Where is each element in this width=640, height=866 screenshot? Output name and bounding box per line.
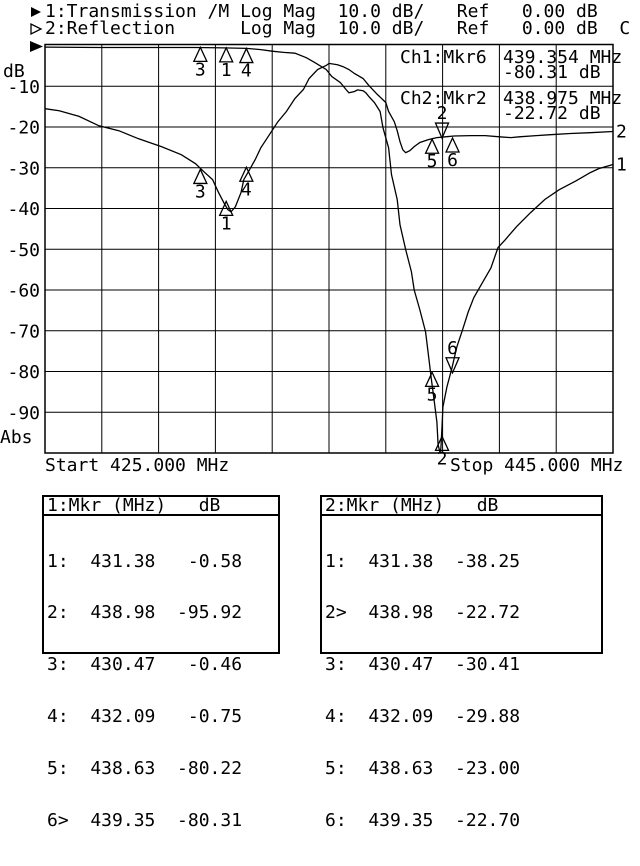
ch1-marker-2-label: 2 (436, 448, 448, 470)
marker-table-ch1 (42, 495, 280, 832)
y-tick-label: -60 (7, 280, 40, 302)
ch1-marker-readout-label: Ch1:Mkr6 (400, 47, 487, 68)
ch1-marker-6-label: 6 (447, 337, 458, 359)
y-tick-label: -10 (7, 76, 40, 98)
ch2-marker-4-label: 4 (240, 179, 252, 201)
ch2-marker-6-label: 6 (447, 150, 458, 172)
y-axis-abs-label: Abs (0, 427, 33, 448)
ch2-marker-1-label: 1 (220, 213, 232, 235)
marker-row: 6> 439.35 -80.31 (47, 810, 243, 832)
marker-table-ch2 (320, 495, 603, 832)
ch1-marker-5-label: 5 (426, 384, 438, 406)
ch2-marker-value: -22.72 dB (503, 103, 601, 124)
ch1-marker-4-label: 4 (240, 60, 252, 82)
ch1-marker-3-label: 3 (194, 59, 206, 81)
marker-table-ch2-header: 2:Mkr (MHz) dB (322, 497, 601, 516)
ch1-marker-1-label: 1 (220, 59, 232, 81)
marker-table-ch1-header: 1:Mkr (MHz) dB (44, 497, 278, 516)
marker-row: 3: 430.47 -0.46 (47, 654, 243, 676)
y-tick-label: -20 (7, 117, 40, 139)
marker-row: 2: 438.98 -95.92 (47, 602, 243, 624)
y-tick-label: -70 (7, 321, 40, 343)
ch1-marker-value: -80.31 dB (503, 62, 601, 83)
marker-table-ch2-body (322, 516, 601, 864)
marker-row: 3: 430.47 -30.41 (325, 654, 521, 676)
header-line1-trace-settings: 1:Transmission /M Log Mag 10.0 dB/ Ref 0.00 dB (45, 1, 598, 22)
sweep-start-label: Start 425.000 MHz (45, 455, 230, 476)
ch1-marker-frequency: 439.354 MHz (503, 47, 623, 68)
marker-row: 1: 431.38 -38.25 (325, 550, 521, 572)
marker-row: 5: 438.63 -23.00 (325, 758, 521, 780)
marker-row: 2> 438.98 -22.72 (325, 602, 521, 624)
marker-row: 6: 439.35 -22.70 (325, 810, 521, 832)
trace-2-end-label: 2 (616, 121, 627, 143)
trace2-indicator-icon (31, 24, 41, 34)
y-tick-label: -50 (7, 239, 40, 261)
reference-level-arrow-icon (30, 41, 43, 52)
marker-row: 5: 438.63 -80.22 (47, 758, 243, 780)
ch2-marker-2-label: 2 (436, 103, 448, 125)
marker-table-ch1-body (44, 516, 278, 864)
trace-1-end-label: 1 (616, 154, 627, 176)
marker-row: 4: 432.09 -0.75 (47, 706, 243, 728)
trace1-active-indicator-icon (31, 7, 41, 17)
ch2-marker-5-label: 5 (426, 151, 438, 173)
header-line2-trace-settings: 2:Reflection Log Mag 10.0 dB/ Ref 0.00 dB C (45, 18, 631, 39)
y-tick-label: -90 (7, 402, 40, 424)
y-tick-label: -80 (7, 362, 40, 383)
marker-row: 4: 432.09 -29.88 (325, 706, 521, 728)
marker-row: 1: 431.38 -0.58 (47, 550, 243, 572)
sweep-stop-label: Stop 445.000 MHz (450, 455, 624, 476)
y-axis-unit-label: dB (3, 61, 25, 82)
ch2-marker-readout-label: Ch2:Mkr2 (400, 88, 487, 109)
ch2-marker-2-triangle-icon (436, 123, 449, 138)
y-tick-label: -30 (7, 158, 40, 180)
y-tick-label: -40 (7, 199, 40, 220)
ch2-marker-3-label: 3 (194, 181, 206, 203)
ch2-marker-frequency: 438.975 MHz (503, 88, 623, 109)
